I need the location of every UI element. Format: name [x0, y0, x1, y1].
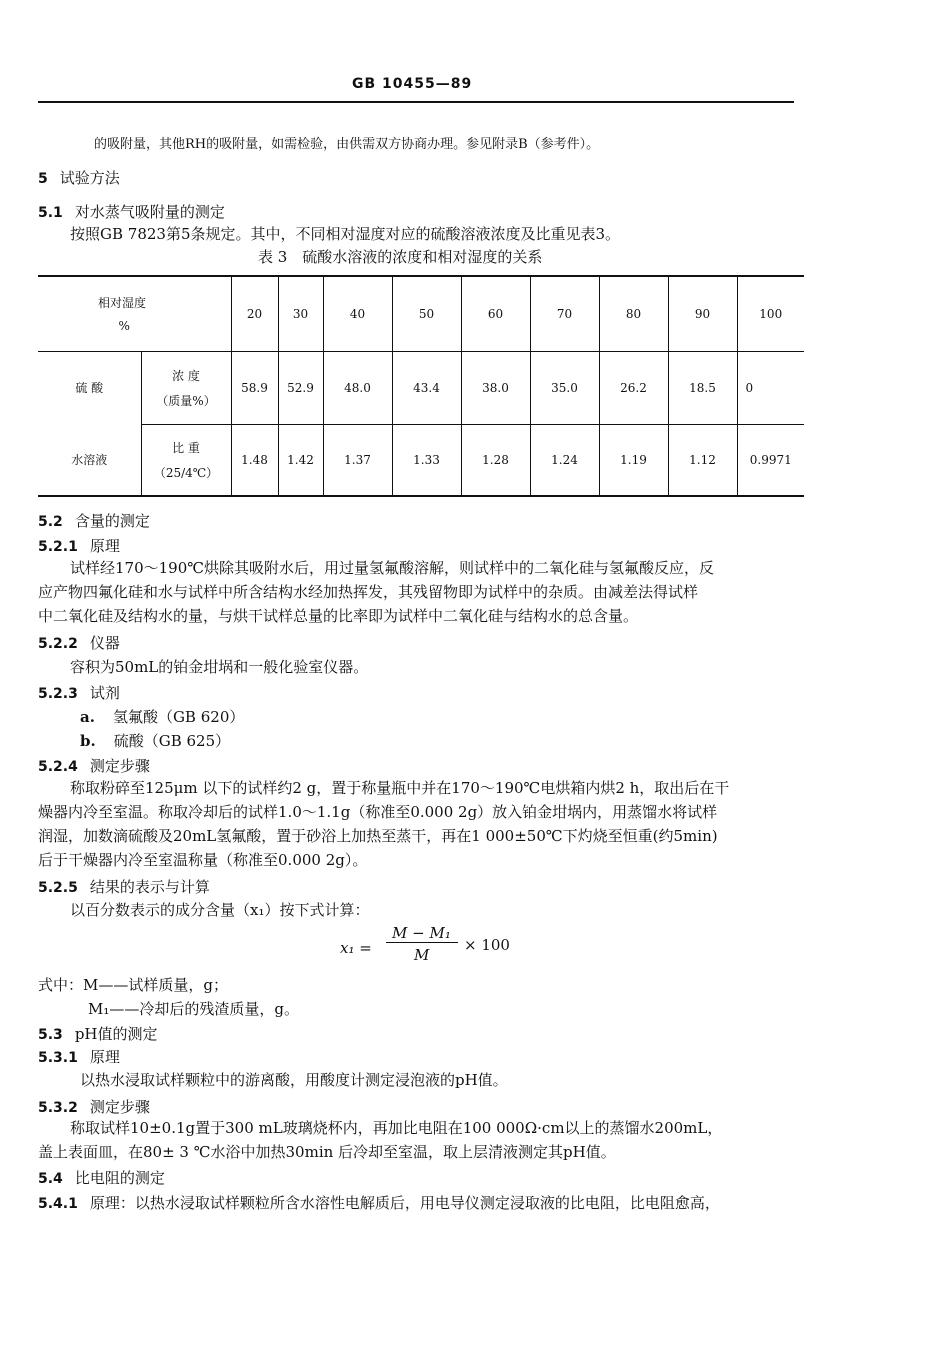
section-number: 5.2.4 — [38, 759, 78, 775]
section-number: 5.2 — [38, 514, 63, 530]
section-number: 5.4.1 — [38, 1196, 78, 1212]
humidity-cell: 40 — [323, 276, 392, 351]
paragraph-line: 称取试样10±0.1g置于300 mL玻璃烧杯内，再加比电阻在100 000Ω·cm以上的蒸馏水200mL， — [70, 1119, 723, 1137]
section-number: 5.1 — [38, 205, 63, 221]
section-5-2 — [38, 510, 150, 531]
paragraph-line: 称取粉碎至125μm 以下的试样约2 g，置于称量瓶中并在170～190℃电烘箱内烘2 h，取出后在干 — [70, 779, 730, 797]
sg-cell: 1.12 — [668, 424, 737, 496]
paragraph-line: 燥器内冷至室温。称取冷却后的试样1.0～1.1g（称准至0.000 2g）放入铂金坩埚内，用蒸馏水将试样 — [38, 803, 718, 821]
section-title: 原理 — [89, 1048, 120, 1066]
section-title: 试验方法 — [59, 169, 120, 187]
formula-multiplier: × 100 — [464, 936, 510, 954]
humidity-cell: 20 — [231, 276, 278, 351]
conc-cell: 58.9 — [231, 351, 278, 424]
paragraph-line: 应产物四氟化硅和水与试样中所含结构水经加热挥发，其残留物即为试样中的杂质。由减差法得试样 — [38, 583, 699, 601]
header-rule — [38, 101, 794, 103]
conc-cell: 48.0 — [323, 351, 392, 424]
section-5-2-4 — [38, 755, 150, 776]
humidity-cell: 70 — [530, 276, 599, 351]
sg-cell: 1.33 — [392, 424, 461, 496]
humidity-cell: 30 — [278, 276, 323, 351]
section-title: 含量的测定 — [74, 512, 150, 530]
section-title: 对水蒸气吸附量的测定 — [74, 203, 225, 221]
conc-label: 浓 度 — [172, 368, 200, 383]
section-5-3-2 — [38, 1096, 150, 1117]
list-item — [80, 706, 244, 727]
paragraph-line: 以热水浸取试样颗粒中的游离酸，用酸度计测定浸泡液的pH值。 — [80, 1071, 508, 1089]
section-5-2-5 — [38, 876, 210, 897]
section-title: 试剂 — [89, 684, 120, 702]
section-title: 测定步骤 — [89, 757, 150, 775]
group-label: 水溶液 — [38, 424, 141, 496]
section-number: 5.3 — [38, 1027, 63, 1043]
formula-denominator: M — [414, 946, 430, 964]
sg-cell: 1.42 — [278, 424, 323, 496]
sg-cell: 1.37 — [323, 424, 392, 496]
section-5-3-1 — [38, 1046, 120, 1067]
table-row — [38, 351, 804, 424]
section-title: 测定步骤 — [89, 1098, 150, 1116]
table-row — [38, 424, 804, 496]
conc-cell: 26.2 — [599, 351, 668, 424]
fraction-bar — [386, 942, 458, 943]
humidity-cell: 60 — [461, 276, 530, 351]
text-line: 的吸附量，其他RH的吸附量，如需检验，由供需双方协商办理。参见附录B（参考件）。 — [94, 137, 600, 152]
list-text: 氢氟酸（GB 620） — [112, 708, 245, 726]
section-5-2-3 — [38, 682, 120, 703]
section-number: 5.4 — [38, 1171, 63, 1187]
conc-cell: 52.9 — [278, 351, 323, 424]
section-number: 5.2.3 — [38, 686, 78, 702]
list-text: 硫酸（GB 625） — [113, 732, 231, 750]
conc-cell: 38.0 — [461, 351, 530, 424]
where-line: 式中：M——试样质量，g； — [38, 976, 228, 994]
sg-label: 比 重 — [172, 440, 200, 455]
section-5-4-1 — [38, 1192, 720, 1213]
paragraph-line: 后于干燥器内冷至室温称量（称准至0.000 2g）。 — [38, 851, 368, 869]
table-row — [38, 276, 804, 351]
paragraph-line: 中二氧化硅及结构水的量，与烘干试样总量的比率即为试样中二氧化硅与结构水的总含量。 — [38, 607, 639, 625]
section-5-3 — [38, 1023, 158, 1044]
header-cell — [38, 276, 231, 351]
paragraph-line: 盖上表面皿，在80± 3 ℃水浴中加热30min 后冷却至室温，取上层清液测定其pH值。 — [38, 1143, 616, 1161]
paragraph-line: 以百分数表示的成分含量（x₁）按下式计算： — [70, 901, 370, 919]
row-label-cell — [141, 424, 231, 496]
conc-unit: （质量%） — [156, 393, 216, 408]
paragraph: 按照GB 7823第5条规定。其中，不同相对湿度对应的硫酸溶液浓度及比重见表3。 — [70, 225, 621, 243]
rh-label: 相对湿度 — [98, 296, 147, 311]
conc-cell: 43.4 — [392, 351, 461, 424]
table-title: 表 3 硫酸水溶液的浓度和相对湿度的关系 — [258, 248, 543, 266]
humidity-cell: 50 — [392, 276, 461, 351]
row-label-cell — [141, 351, 231, 424]
section-number: 5.3.2 — [38, 1100, 78, 1116]
section-number: 5 — [38, 171, 48, 187]
section-title: pH值的测定 — [74, 1025, 158, 1043]
section-number: 5.3.1 — [38, 1050, 78, 1066]
sg-cell: 1.24 — [530, 424, 599, 496]
humidity-cell: 90 — [668, 276, 737, 351]
section-5 — [38, 167, 120, 188]
section-title: 原理 — [89, 537, 120, 555]
conc-cell: 18.5 — [668, 351, 737, 424]
list-item — [80, 730, 230, 751]
section-5-1 — [38, 201, 225, 222]
formula-lhs: x₁ = — [340, 939, 372, 957]
paragraph-line: 润湿，加数滴硫酸及20mL氢氟酸，置于砂浴上加热至蒸干，再在1 000±50℃下灼烧至恒重(约5min) — [38, 827, 718, 845]
group-label: 硫 酸 — [38, 351, 141, 424]
sg-cell: 1.48 — [231, 424, 278, 496]
sg-cell: 1.28 — [461, 424, 530, 496]
humidity-cell: 80 — [599, 276, 668, 351]
section-5-2-2 — [38, 632, 120, 653]
section-title: 结果的表示与计算 — [89, 878, 210, 896]
section-number: 5.2.2 — [38, 636, 78, 652]
where-line: M₁——冷却后的残渣质量，g。 — [88, 1000, 299, 1018]
section-text: 原理：以热水浸取试样颗粒所含水溶性电解质后，用电导仪测定浸取液的比电阻，比电阻愈高， — [89, 1194, 720, 1212]
paragraph-line: 容积为50mL的铂金坩埚和一般化验室仪器。 — [70, 658, 369, 676]
section-number: 5.2.1 — [38, 539, 78, 555]
conc-cell: 35.0 — [530, 351, 599, 424]
table-3 — [38, 275, 804, 497]
section-title: 仪器 — [89, 634, 120, 652]
paragraph-line: 试样经170～190℃烘除其吸附水后，用过量氢氟酸溶解，则试样中的二氧化硅与氢氟酸反应，反 — [70, 559, 715, 577]
section-5-4 — [38, 1167, 165, 1188]
section-title: 比电阻的测定 — [74, 1169, 165, 1187]
page-header: GB 10455—89 — [352, 76, 473, 92]
formula-numerator: M − M₁ — [392, 924, 451, 942]
list-marker: b. — [80, 732, 96, 750]
section-5-2-1 — [38, 535, 120, 556]
sg-unit: （25/4℃） — [153, 465, 219, 480]
humidity-cell: 100 — [737, 276, 804, 351]
rh-unit: % — [118, 319, 130, 334]
sg-cell: 0.9971 — [737, 424, 804, 496]
list-marker: a. — [80, 708, 95, 726]
conc-cell: 0 — [737, 351, 804, 424]
sg-cell: 1.19 — [599, 424, 668, 496]
section-number: 5.2.5 — [38, 880, 78, 896]
